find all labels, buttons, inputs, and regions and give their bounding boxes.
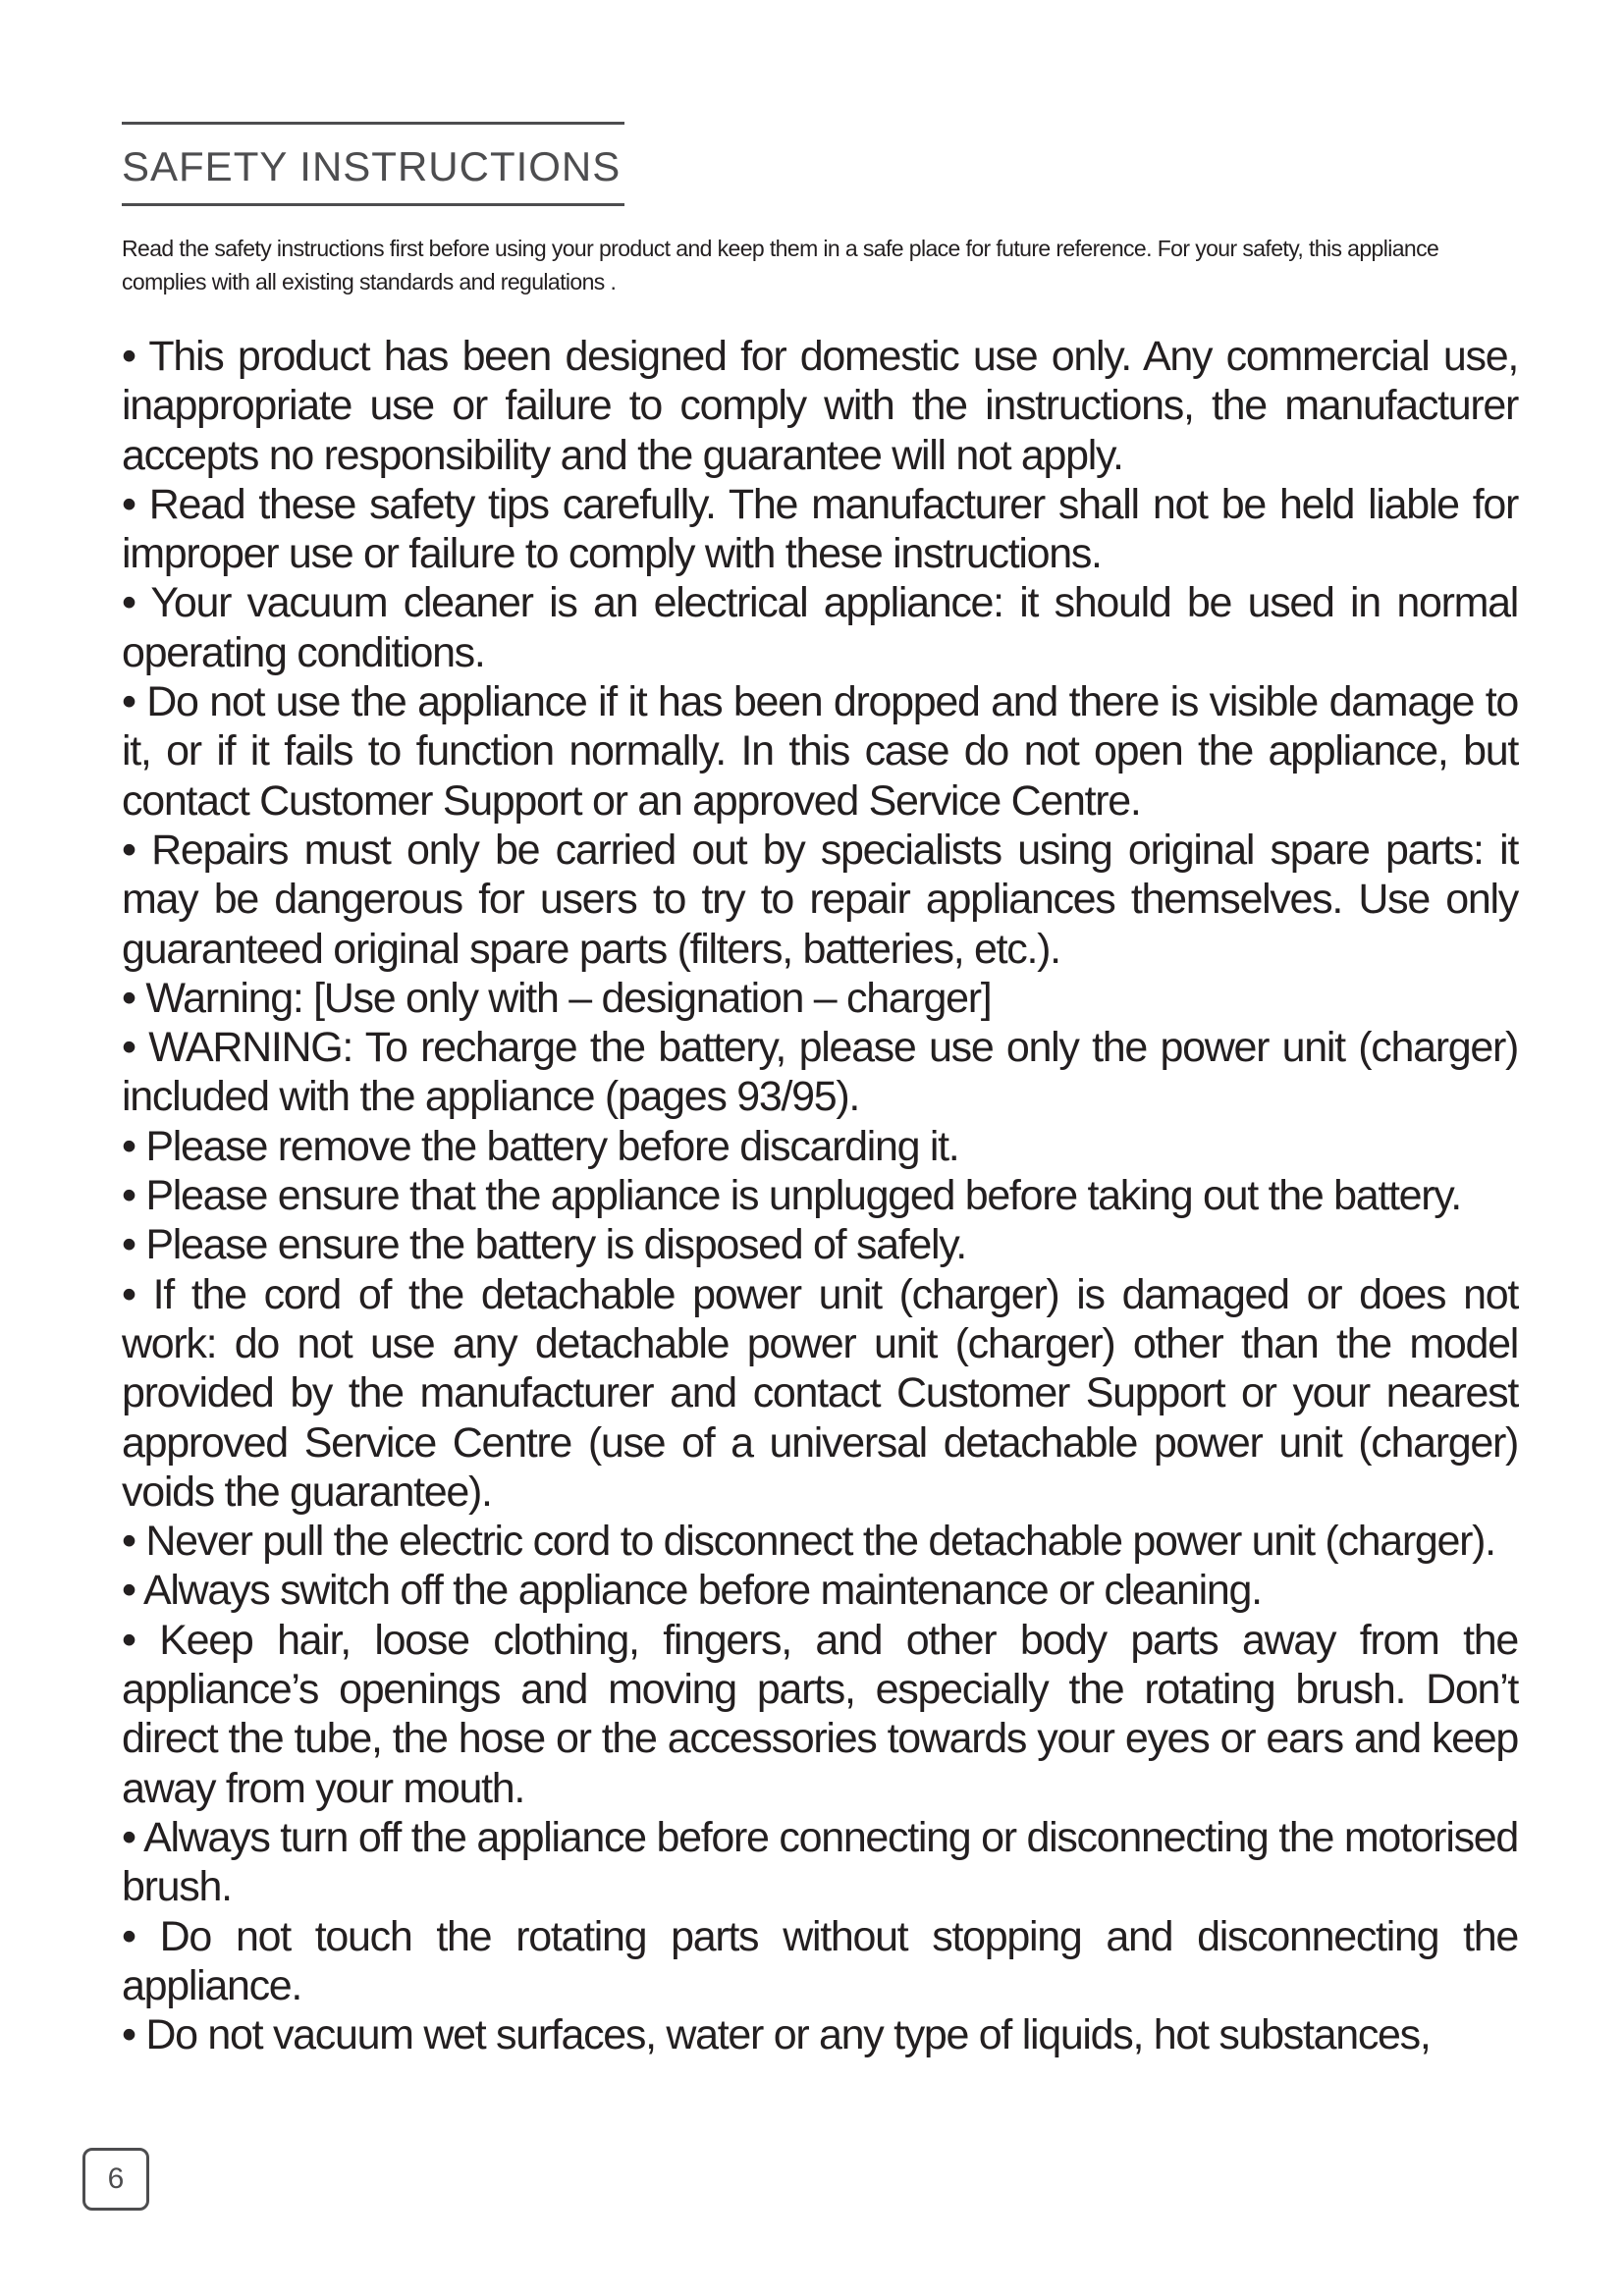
heading-rule-top (122, 122, 624, 125)
intro-paragraph: Read the safety instructions first before using your product and keep them in a safe place for future reference. For your safety, this appliance complies with all existing standards and regulations . (122, 236, 1439, 294)
page-number-badge: 6 (82, 2148, 149, 2211)
instruction-item: • Always switch off the appliance before maintenance or cleaning. (122, 1567, 1262, 1615)
instruction-item: • Warning: [Use only with – designation – charger] (122, 974, 992, 1022)
instruction-item: • Do not vacuum wet surfaces, water or any type of liquids, hot substances, (122, 2011, 1431, 2059)
instruction-item: • Do not use the appliance if it has been dropped and there is visible damage to it, or if it fails to function normally. In this case do not open the appliance, but contact Customer Support or an approved Service Centre. (122, 678, 1518, 825)
instruction-item: • Read these safety tips carefully. The manufacturer shall not be held liable for improper use or failure to comply with these instructions. (122, 480, 1518, 578)
instruction-item: • WARNING: To recharge the battery, please use only the power unit (charger) included with the appliance (pages 93/95). (122, 1024, 1518, 1121)
section-heading (122, 122, 624, 206)
instruction-item: • Please remove the battery before discarding it. (122, 1122, 959, 1170)
instruction-item: • Keep hair, loose clothing, fingers, and other body parts away from the appliance’s openings and moving parts, especially the rotating brush. Don’t direct the tube, the hose or the accessories towards your eyes or ears and keep away from your mouth. (122, 1616, 1518, 1812)
instruction-item: • Do not touch the rotating parts without stopping and disconnecting the appliance. (122, 1912, 1518, 2009)
heading-rule-bottom (122, 203, 624, 206)
instruction-item: • Your vacuum cleaner is an electrical appliance: it should be used in normal operating conditions. (122, 579, 1518, 676)
instruction-item: • Please ensure the battery is disposed of safely. (122, 1221, 966, 1269)
instruction-item: • Please ensure that the appliance is unplugged before taking out the battery. (122, 1172, 1461, 1220)
instruction-item: • If the cord of the detachable power unit (charger) is damaged or does not work: do not use any detachable power unit (charger) other than the model provided by the manufacturer and contact Customer Support or your nearest approved Service Centre (use of a universal detachable power unit (charger) voids the guarantee). (122, 1270, 1518, 1516)
instruction-item: • Never pull the electric cord to disconnect the detachable power unit (charger). (122, 1518, 1495, 1566)
instruction-item: • Repairs must only be carried out by specialists using original spare parts: it may be dangerous for users to try to repair appliances themselves. Use only guaranteed original spare parts (filters, batteries, etc.). (122, 826, 1518, 973)
safety-instructions-list (122, 332, 1518, 2059)
instruction-item: • Always turn off the appliance before connecting or disconnecting the motorised brush. (122, 1813, 1518, 1911)
page-title: SAFETY INSTRUCTIONS (122, 143, 622, 189)
instruction-item: • This product has been designed for domestic use only. Any commercial use, inappropriate use or failure to comply with the instructions, the manufacturer accepts no responsibility and the guarantee will not apply. (122, 333, 1518, 479)
